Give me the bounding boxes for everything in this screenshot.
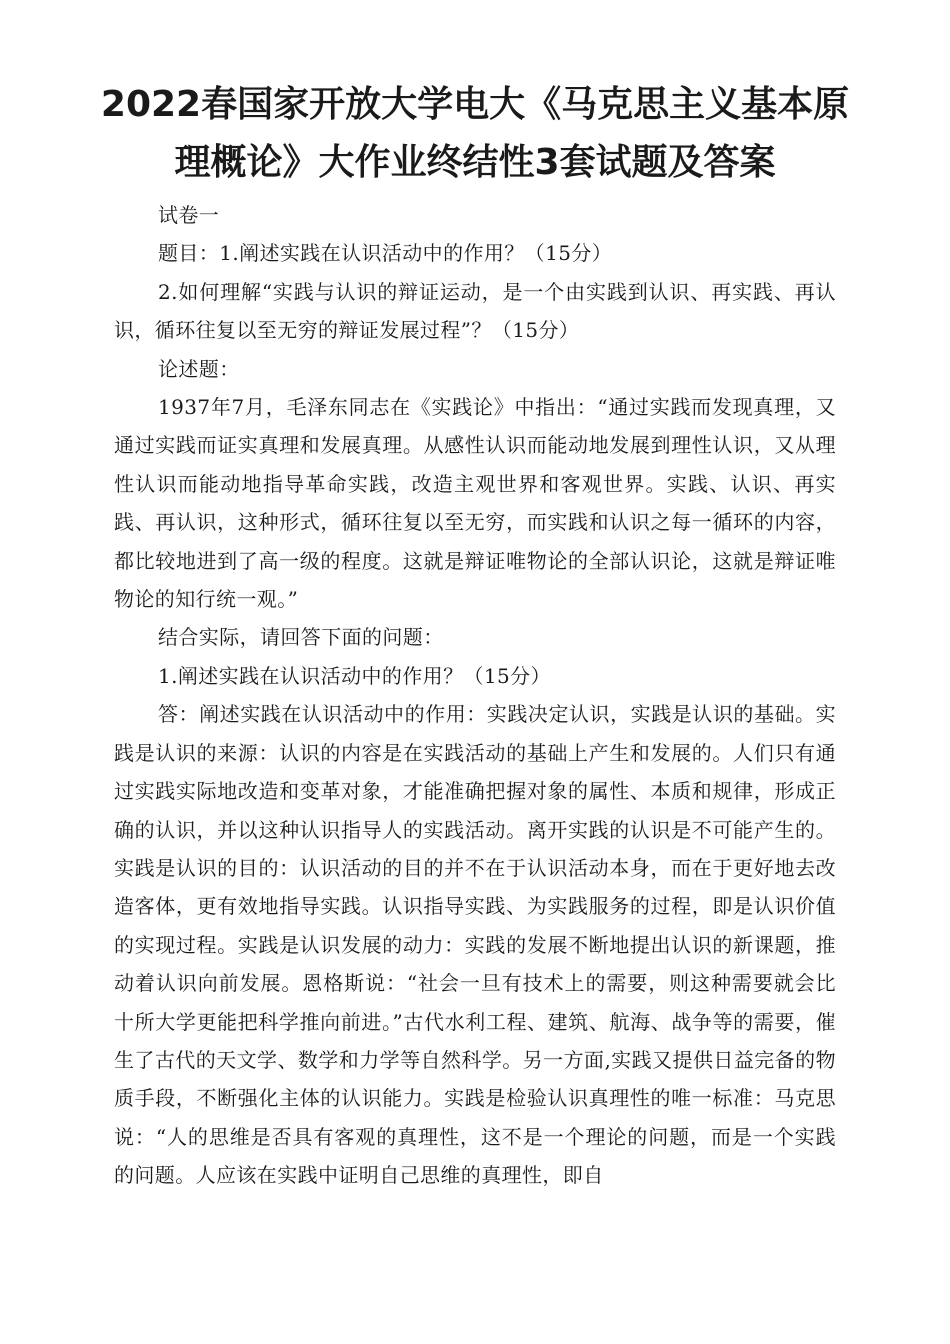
document-title bbox=[100, 76, 850, 192]
question-1: 题目：1.阐述实践在认识活动中的作用？（15分） bbox=[158, 241, 613, 266]
instruction-paragraph: 结合实际，请回答下面的问题： bbox=[158, 625, 444, 650]
section-heading-paper-one: 试卷一 bbox=[158, 203, 220, 227]
essay-quote-paragraph: 1937年7月，毛泽东同志在《实践论》中指出：“通过实践而发现真理，又通过实践而证实真理和发展真理。从感性认识而能动地发展到理性认识，又从理性认识而能动地指导革命实践，改造主观世界和客观世界。实践、认识、再实践、再认识，这种形式，循环往复以至无穷，而实践和认识之每一循环的内容，都比较地进到了高一级的程度。这就是辩证唯物论的全部认识论，这就是辩证唯物论的知行统一观。” bbox=[114, 395, 836, 612]
answer-paragraph: 答：阐述实践在认识活动中的作用：实践决定认识，实践是认识的基础。实践是认识的来源：认识的内容是在实践活动的基础上产生和发展的。人们只有通过实践实际地改造和变革对象，才能准确把握对象的属性、本质和规律，形成正确的认识，并以这种认识指导人的实践活动。离开实践的认识是不可能产生的。实践是认识的目的：认识活动的目的并不在于认识活动本身，而在于更好地去改造客体，更有效地指导实践。认识指导实践、为实践服务的过程，即是认识价值的实现过程。实践是认识发展的动力：实践的发展不断地提出认识的新课题，推动着认识向前发展。恩格斯说：“社会一旦有技术上的需要，则这种需要就会比十所大学更能把科学推向前进。”古代水利工程、建筑、航海、战争等的需要，催生了古代的天文学、数学和力学等自然科学。另一方面,实践又提供日益完备的物质手段，不断强化主体的认识能力。实践是检验认识真理性的唯一标准：马克思说：“人的思维是否具有客观的真理性，这不是一个理论的问题，而是一个实践的问题。人应该在实践中证明自己思维的真理性，即自 bbox=[114, 702, 836, 1188]
title-line-2: 理概论》大作业终结性3套试题及答案 bbox=[174, 142, 776, 183]
essay-heading: 论述题： bbox=[158, 356, 240, 381]
question-1-repeat: 1.阐述实践在认识活动中的作用？（15分） bbox=[158, 663, 551, 688]
document-body bbox=[114, 196, 836, 1195]
title-line-1: 2022春国家开放大学电大《马克思主义基本原 bbox=[100, 84, 850, 125]
question-2: 2.如何理解“实践与认识的辩证运动，是一个由实践到认识、再实践、再认识，循环往复以至无穷的辩证发展过程”？（15分） bbox=[114, 279, 836, 343]
